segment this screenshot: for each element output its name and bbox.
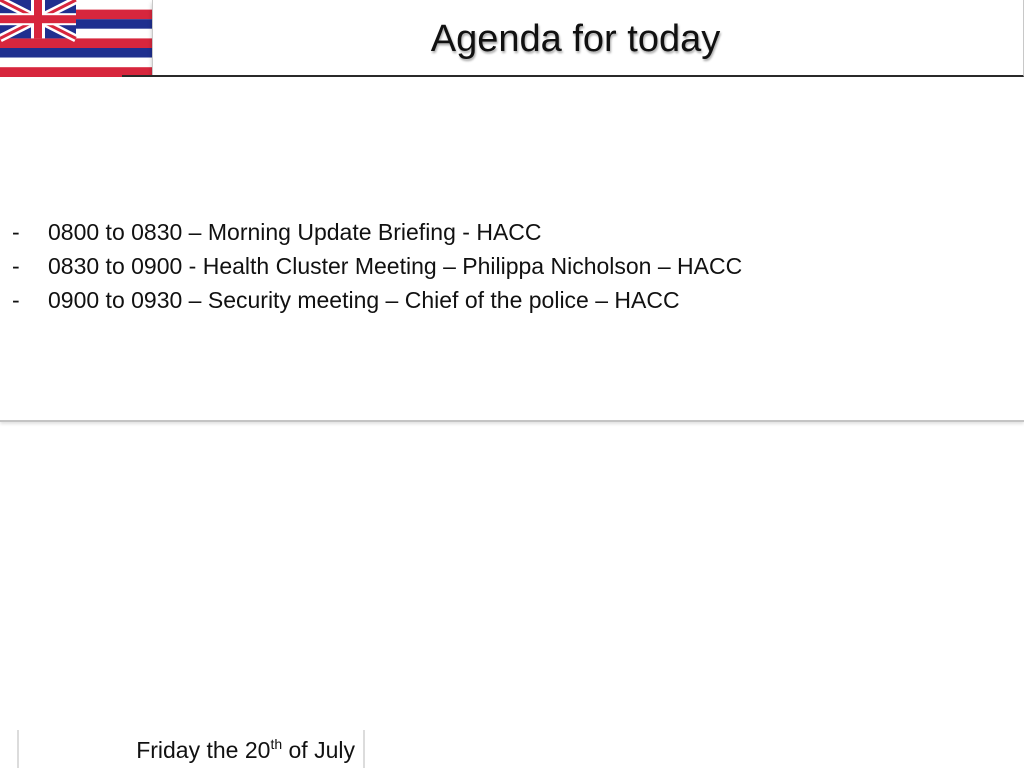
bullet-dash: - <box>12 219 20 245</box>
hawaii-flag-icon <box>0 0 153 77</box>
date-rest: of July <box>282 737 355 763</box>
date-ordinal-suffix: th <box>270 736 283 752</box>
date-prefix: Friday the 20 <box>136 737 271 763</box>
agenda-panel <box>0 77 1024 422</box>
agenda-item-text: 0800 to 0830 – Morning Update Briefing - HACC <box>48 219 542 245</box>
agenda-item-text: 0900 to 0930 – Security meeting – Chief of the police – HACC <box>48 287 680 313</box>
agenda-item-text: 0830 to 0900 - Health Cluster Meeting – Philippa Nicholson – HACC <box>48 253 743 279</box>
date-text <box>136 733 355 767</box>
bullet-dash: - <box>12 287 20 313</box>
date-footer <box>17 730 365 768</box>
slide-title: Agenda for today <box>430 18 721 60</box>
bullet-dash: - <box>12 253 20 279</box>
